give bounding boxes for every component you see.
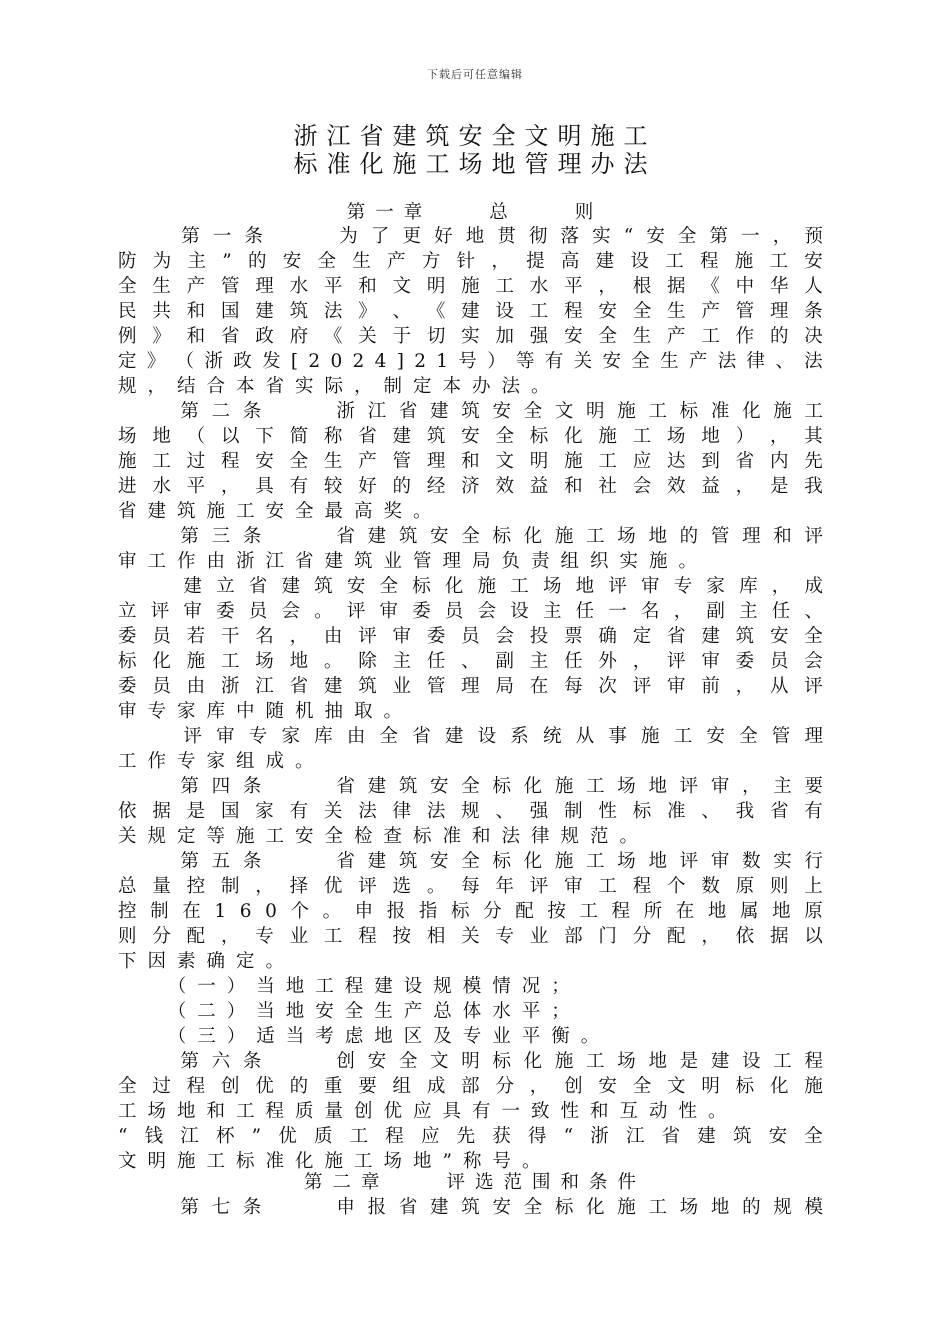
chapter-heading-1: 第一章 总 则 xyxy=(346,202,604,223)
body-line: （一）当地工程建设规模情况； xyxy=(118,976,581,997)
body-line: 评 审 专 家 库 由 全 省 建 设 系 统 从 事 施 工 安 全 管 理 xyxy=(183,726,823,747)
body-line: 施 工 过 程 安 全 生 产 管 理 和 文 明 施 工 应 达 到 省 内 先 xyxy=(118,451,823,472)
body-line: 全 生 产 管 理 水 平 和 文 明 施 工 水 平 ， 根 据 《 中 华 人 xyxy=(118,276,823,297)
body-line: 关规定等施工安全检查标准和法律规范。 xyxy=(118,826,650,847)
body-line: 委 员 若 干 名 ， 由 评 审 委 员 会 投 票 确 定 省 建 筑 安 全 xyxy=(118,626,823,647)
body-line: 全 过 程 创 优 的 重 要 组 成 部 分 ， 创 安 全 文 明 标 化 施 xyxy=(118,1076,823,1097)
page-header: 下载后可任意编辑 xyxy=(427,68,523,81)
body-line: 工作专家组成。 xyxy=(118,751,325,772)
body-line: 第 三 条 省 建 筑 安 全 标 化 施 工 场 地 的 管 理 和 评 xyxy=(180,526,823,547)
document-title-line-1: 浙江省建筑安全文明施工 xyxy=(293,122,657,150)
body-line: 例 》 和 省 政 府 《 关 于 切 实 加 强 安 全 生 产 工 作 的 决 xyxy=(118,326,823,347)
body-line: （三）适当考虑地区及专业平衡。 xyxy=(118,1026,611,1047)
body-line: 审工作由浙江省建筑业管理局负责组织实施。 xyxy=(118,551,709,572)
body-line: 标 化 施 工 场 地 。 除 主 任 、 副 主 任 外 ， 评 审 委 员 会 xyxy=(118,651,823,672)
body-line: 文明施工标准化施工场地”称号。 xyxy=(118,1151,552,1172)
body-line: 省建筑施工安全最高奖。 xyxy=(118,501,443,522)
body-line: 第 七 条 申 报 省 建 筑 安 全 标 化 施 工 场 地 的 规 模 xyxy=(180,1197,823,1218)
body-line: 控 制 在 1 6 0 个 。 申 报 指 标 分 配 按 工 程 所 在 地 属 地 原 xyxy=(118,901,823,922)
body-line: 防 为 主 ” 的 安 全 生 产 方 针 ， 提 高 建 设 工 程 施 工 安 xyxy=(118,251,823,272)
body-line: 场 地 （ 以 下 简 称 省 建 筑 安 全 标 化 施 工 场 地 ） ， 其 xyxy=(118,426,823,447)
body-line: 下因素确定。 xyxy=(118,951,296,972)
document-title-line-2: 标准化施工场地管理办法 xyxy=(293,150,657,178)
body-line: 第 六 条 创 安 全 文 明 标 化 施 工 场 地 是 建 设 工 程 xyxy=(180,1051,823,1072)
body-line: 定 》 （ 浙 政 发 [ 2 0 2 4 ] 2 1 号 ） 等 有 关 安 全 生 产 法 律 、 法 xyxy=(118,351,823,372)
body-line: 审专家库中随机抽取。 xyxy=(118,701,414,722)
body-line: 依 据 是 国 家 有 关 法 律 法 规 、 强 制 性 标 准 、 我 省 有 xyxy=(118,801,823,822)
body-line: （二）当地安全生产总体水平； xyxy=(118,1001,581,1022)
body-line: 第 五 条 省 建 筑 安 全 标 化 施 工 场 地 评 审 数 实 行 xyxy=(180,851,823,872)
body-line: “ 钱 江 杯 ” 优 质 工 程 应 先 获 得 “ 浙 江 省 建 筑 安 全 xyxy=(118,1126,823,1147)
body-line: 第 四 条 省 建 筑 安 全 标 化 施 工 场 地 评 审 ， 主 要 xyxy=(180,776,823,797)
body-line: 立 评 审 委 员 会 。 评 审 委 员 会 设 主 任 一 名 ， 副 主 任 、 xyxy=(118,601,823,622)
body-line: 工场地和工程质量创优应具有一致性和互动性。 xyxy=(118,1101,738,1122)
chapter-heading-2: 第二章 评选范围和条件 xyxy=(303,1172,646,1193)
body-line: 委 员 由 浙 江 省 建 筑 业 管 理 局 在 每 次 评 审 前 ， 从 评 xyxy=(118,676,823,697)
body-line: 进 水 平 ， 具 有 较 好 的 经 济 效 益 和 社 会 效 益 ， 是 我 xyxy=(118,476,823,497)
body-line: 第 二 条 浙 江 省 建 筑 安 全 文 明 施 工 标 准 化 施 工 xyxy=(180,401,823,422)
body-line: 则 分 配 ， 专 业 工 程 按 相 关 专 业 部 门 分 配 ， 依 据 以 xyxy=(118,926,823,947)
body-line: 规，结合本省实际，制定本办法。 xyxy=(118,376,561,397)
body-line: 建 立 省 建 筑 安 全 标 化 施 工 场 地 评 审 专 家 库 ， 成 xyxy=(183,576,823,597)
body-line: 第 一 条 为 了 更 好 地 贯 彻 落 实 “ 安 全 第 一 ， 预 xyxy=(181,226,823,247)
body-line: 民 共 和 国 建 筑 法 》 、 《 建 设 工 程 安 全 生 产 管 理 条 xyxy=(118,301,823,322)
body-line: 总 量 控 制 ， 择 优 评 选 。 每 年 评 审 工 程 个 数 原 则 上 xyxy=(118,876,823,897)
